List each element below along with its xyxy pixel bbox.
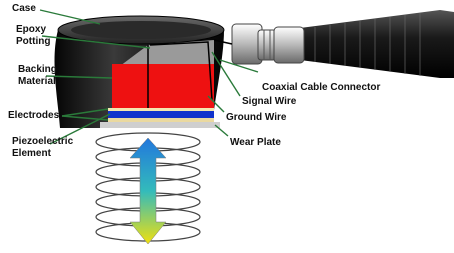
label-ground-wire: Ground Wire [226,112,287,123]
coaxial-cable-connector [232,24,304,64]
piezoelectric-element [108,111,214,118]
double-arrow-icon [130,138,166,244]
wear-plate [100,122,220,128]
label-piezoelectric-element: Piezoelectric Element [12,136,74,159]
label-backing-material: Backing Material [18,64,57,87]
label-signal-wire: Signal Wire [242,96,297,107]
label-epoxy-potting: Epoxy Potting [16,24,51,47]
label-coaxial-cable-connector: Coaxial Cable Connector [262,82,381,93]
label-wear-plate: Wear Plate [230,137,281,148]
electrode-bottom [108,118,214,122]
label-electrodes: Electrodes [8,110,60,121]
label-case: Case [12,3,36,14]
coaxial-cable [300,10,454,78]
backing-material-block [112,64,214,108]
electrode-top [108,108,214,111]
